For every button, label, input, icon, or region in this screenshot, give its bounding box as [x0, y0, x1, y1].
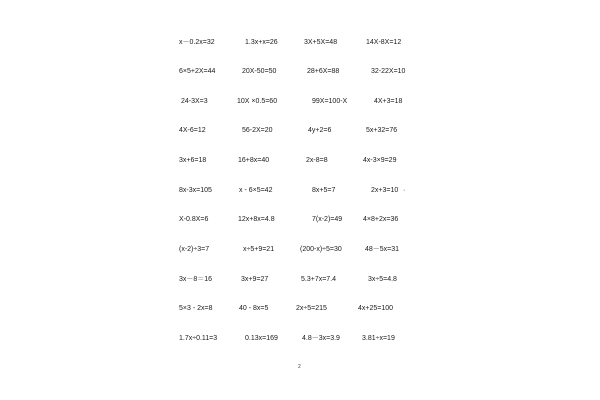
equation: (200-x)÷5=30	[300, 246, 342, 253]
equation: 40 - 8x=5	[239, 305, 269, 312]
equation: 8x+5=7	[312, 187, 336, 194]
equation: 3X+5X=48	[304, 39, 338, 46]
equation: 3x－8＝16	[179, 276, 213, 283]
equation: x - 6×5=42	[239, 187, 273, 194]
equation-row	[0, 125, 600, 137]
equation: 99X=100-X	[312, 98, 348, 105]
equation: 3.81÷x=19	[362, 335, 395, 342]
equation: 8x-3x=105	[179, 187, 212, 194]
equation-row	[0, 333, 600, 345]
equation-row	[0, 303, 600, 315]
equation: 32-22X=10	[371, 68, 406, 75]
equation: X-0.8X=6	[179, 216, 209, 223]
equation: 3x+9=27	[241, 276, 269, 283]
equation-row	[0, 214, 600, 226]
equation: 14X-8X=12	[366, 39, 402, 46]
equation: 5x+32=76	[366, 127, 398, 134]
equation: 4×8+2x=36	[363, 216, 399, 223]
equation: x－0.2x=32	[179, 39, 215, 46]
equation: 2x÷5=215	[296, 305, 327, 312]
equation: 16+8x=40	[238, 157, 270, 164]
equation: 24-3X=3	[181, 98, 208, 105]
equation: 12x+8x=4.8	[238, 216, 275, 223]
equation-row	[0, 274, 600, 286]
page-number: 2	[298, 364, 301, 370]
equation: 4.8－3x=3.9	[302, 335, 340, 342]
equation: 2x+3=10	[371, 187, 399, 194]
equation: 4x-3×9=29	[363, 157, 397, 164]
equation: (x-2)÷3=7	[179, 246, 210, 253]
equation-row	[0, 96, 600, 108]
equation: 1.7x÷0.11=3	[179, 335, 218, 342]
equation: 2x-8=8	[306, 157, 328, 164]
equation: 5×3 - 2x=8	[179, 305, 213, 312]
equation: 3x÷5=4.8	[368, 276, 397, 283]
equation: 4y+2=6	[308, 127, 332, 134]
stray-mark: ·	[403, 187, 406, 194]
equation-row	[0, 185, 600, 197]
equation: 4X+3=18	[374, 98, 403, 105]
equation: 7(x-2)=49	[312, 216, 343, 223]
equation: 10X ×0.5=60	[237, 98, 278, 105]
equation: 3x+6=18	[179, 157, 207, 164]
equation: 6×5+2X=44	[179, 68, 216, 75]
equation: 0.13x=169	[245, 335, 278, 342]
equation: 20X-50=50	[242, 68, 277, 75]
equation-row	[0, 37, 600, 49]
equation: 48－5x=31	[365, 246, 400, 253]
equation-row	[0, 66, 600, 78]
equation: 4X-6=12	[179, 127, 206, 134]
equation: 28+6X=88	[307, 68, 340, 75]
equation: 56-2X=20	[242, 127, 273, 134]
equation: x÷5+9=21	[243, 246, 275, 253]
equation: 5.3+7x=7.4	[301, 276, 337, 283]
equation-row	[0, 244, 600, 256]
equation: 1.3x+x=26	[245, 39, 278, 46]
equation-row	[0, 155, 600, 167]
equation: 4x+25=100	[358, 305, 394, 312]
